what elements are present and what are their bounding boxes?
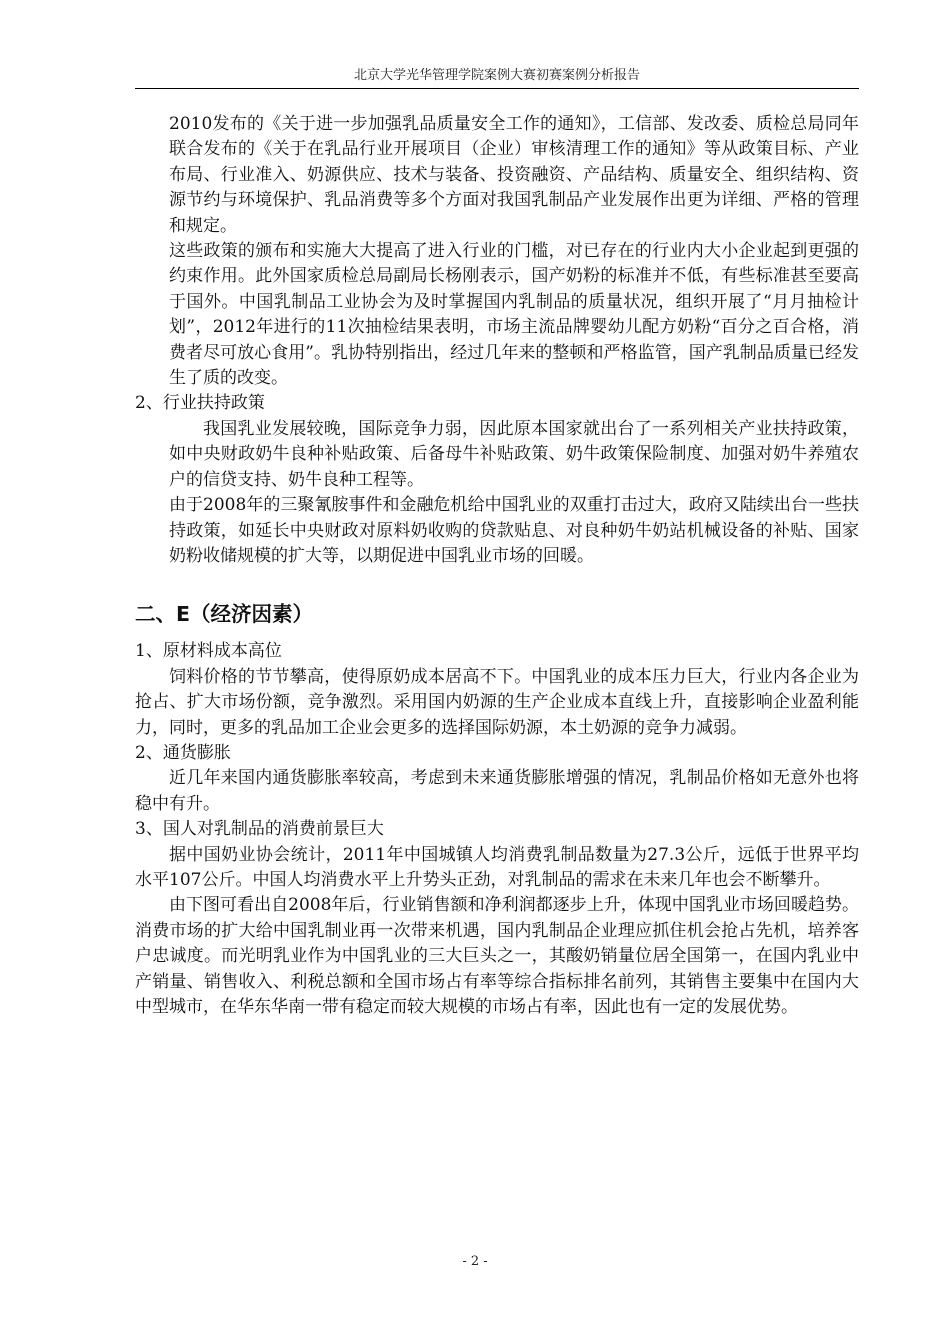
paragraph-policy-impact: 这些政策的颁布和实施大大提高了进入行业的门槛，对已存在的行业内大小企业起到更强的约束作用。此外国家质检总局副局长杨刚表示，国产奶粉的标准并不低，有些标准甚至要高于国外。中国乳制品工业协会为及时掌握国内乳制品的质量状况，组织开展了“月月抽检计划”，2012年进行的11次抽检结果表明，市场主流品牌婴幼儿配方奶粉“百分之百合格，消费者尽可放心食用”。乳协特别指出，经过几年来的整顿和严格监管，国产乳制品质量已经发生了质的改变。: [169, 241, 859, 389]
item-industry-support-title: 2、行业扶持政策: [135, 393, 265, 414]
paragraph-support-after-2008: 由于2008年的三聚氰胺事件和金融危机给中国乳业的双重打击过大，政府又陆续出台一些扶持政策，如延长中央财政对原料奶收购的贷款贴息、对良种奶牛奶站机械设备的补贴、国家奶粉收储规模的扩大等，以期促进中国乳业市场的回暖。: [169, 495, 859, 566]
body-content: [135, 112, 859, 1020]
paragraph-policy-notices: 2010发布的《关于进一步加强乳品质量安全工作的通知》，工信部、发改委、质检总局同年联合发布的《关于在乳品行业开展项目（企业）审核清理工作的通知》等从政策目标、产业布局、行业准入、奶源供应、技术与装备、投资融资、产品结构、质量安全、组织结构、资源节约与环境保护、乳品消费等多个方面对我国乳制品产业发展作出更为详细、严格的管理和规定。: [169, 114, 859, 236]
paragraph-inflation: 近几年来国内通货膨胀率较高，考虑到未来通货膨胀增强的情况，乳制品价格如无意外也将稳中有升。: [135, 768, 859, 814]
item-raw-material-title: 1、原材料成本高位: [135, 641, 282, 662]
section-heading-economic: 二、E（经济因素）: [135, 602, 314, 627]
item-inflation-title: 2、通货膨胀: [135, 742, 231, 763]
paragraph-raw-material: 饲料价格的节节攀高，使得原奶成本居高不下。中国乳业的成本压力巨大，行业内各企业为抢占、扩大市场份额，竞争激烈。采用国内奶源的生产企业成本直线上升，直接影响企业盈利能力，同时，更多的乳品加工企业会更多的选择国际奶源，本土奶源的竞争力减弱。: [135, 666, 859, 738]
item-consumption-title: 3、国人对乳制品的消费前景巨大: [135, 819, 384, 840]
paragraph-consumption-stats: 据中国奶业协会统计，2011年中国城镇人均消费乳制品数量为27.3公斤，远低于世界平均水平107公斤。中国人均消费水平上升势头正劲，对乳制品的需求在未来几年也会不断攀升。: [135, 844, 859, 890]
running-header: 北京大学光华管理学院案例大赛初赛案例分析报告: [353, 68, 640, 83]
paragraph-market-recovery: 由下图可看出自2008年后，行业销售额和净利润都逐步上升，体现中国乳业市场回暖趋势。消费市场的扩大给中国乳制业再一次带来机遇，国内乳制品企业理应抓住机会抢占先机，培养客户忠诚度。而光明乳业作为中国乳业的三大巨头之一，其酸奶销量位居全国第一，在国内乳业中产销量、销售收入、利税总额和全国市场占有率等综合指标排名前列，其销售主要集中在国内大中型城市，在华东华南一带有稳定而较大规模的市场占有率，因此也有一定的发展优势。: [135, 895, 859, 1017]
page-number: - 2 -: [462, 1254, 488, 1269]
paragraph-support-policies: 我国乳业发展较晚，国际竞争力弱，因此原本国家就出台了一系列相关产业扶持政策，如中央财政奶牛良种补贴政策、后备母牛补贴政策、奶牛政策保险制度、加强对奶牛养殖农户的信贷支持、奶牛良种工程等。: [169, 418, 859, 490]
header-rule: [135, 88, 859, 89]
